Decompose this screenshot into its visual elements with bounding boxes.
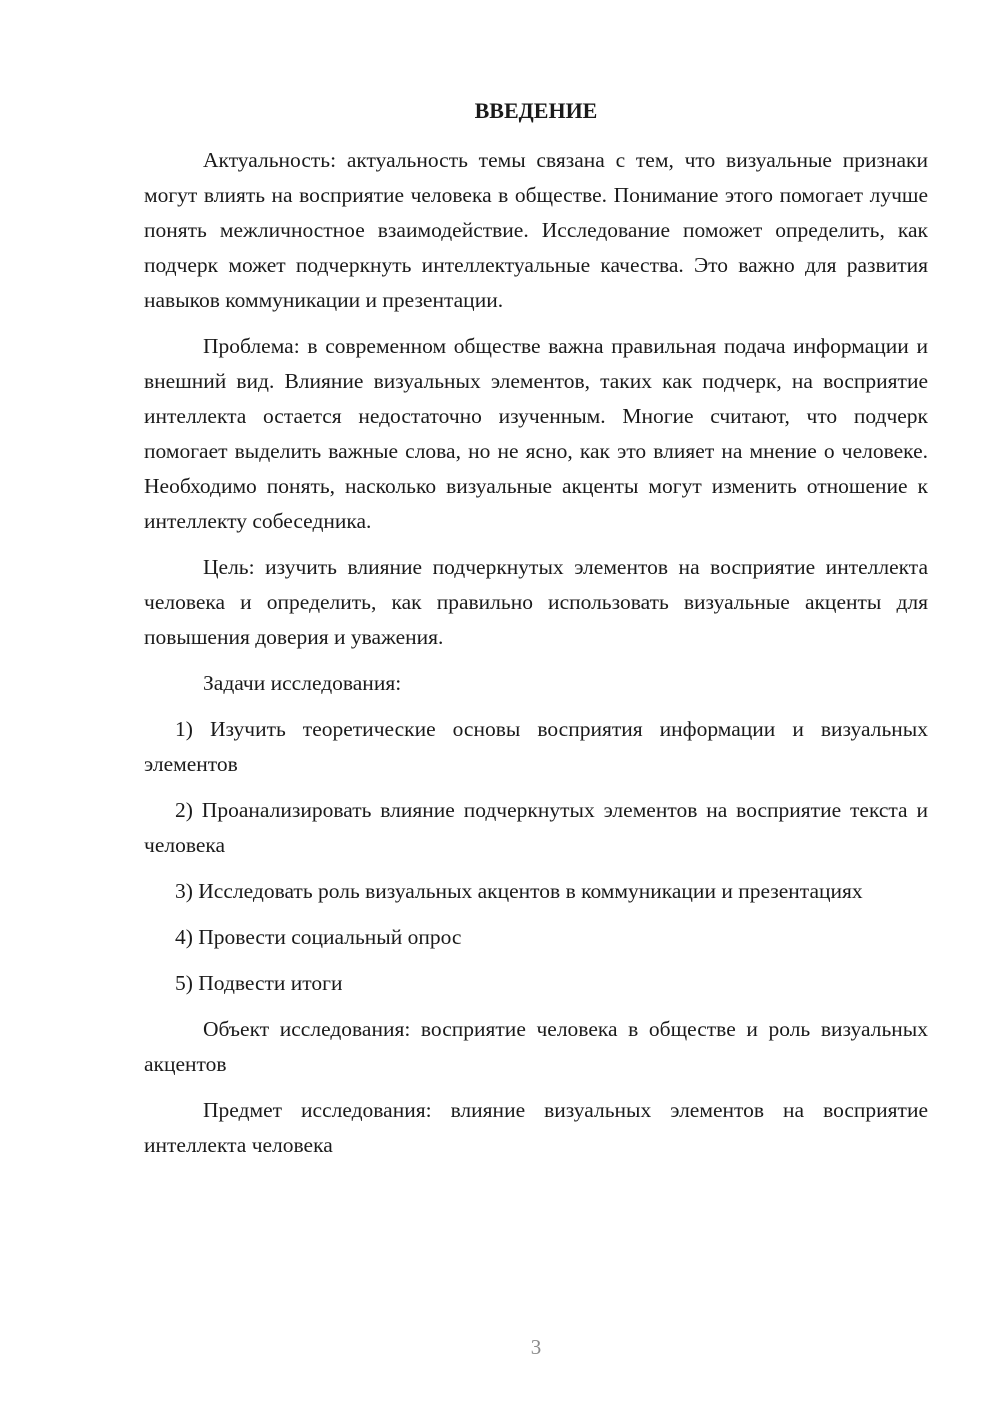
paragraph-goal: Цель: изучить влияние подчеркнутых элементов на восприятие интеллекта человека и определить, как правильно использовать визуальные акценты для повышения доверия и уважения. (144, 555, 928, 649)
paragraph-relevance: Актуальность: актуальность темы связана с тем, что визуальные признаки могут влиять на восприятие человека в обществе. Понимание этого помогает лучше понять межличностное взаимодействие. Исследование поможет определить, как подчерк может подчеркнуть интеллектуальные качества. Это важно для развития навыков коммуникации и презентации. (144, 148, 928, 312)
section-heading: ВВЕДЕНИЕ (474, 98, 598, 123)
document-body (144, 143, 928, 1174)
paragraph-subject: Предмет исследования: влияние визуальных элементов на восприятие интеллекта человека (144, 1098, 928, 1157)
task-item-5: 5) Подвести итоги (175, 971, 343, 995)
task-item-1: 1) Изучить теоретические основы восприятия информации и визуальных элементов (144, 717, 928, 776)
task-item-3: 3) Исследовать роль визуальных акцентов в коммуникации и презентациях (175, 879, 863, 903)
paragraph-problem: Проблема: в современном обществе важна правильная подача информации и внешний вид. Влияние визуальных элементов, таких как подчерк, на восприятие интеллекта остается недостаточно изученным. Многие считают, что подчерк помогает выделить важные слова, но не ясно, как это влияет на мнение о человеке. Необходимо понять, насколько визуальные акценты могут изменить отношение к интеллекту собеседника. (144, 334, 928, 533)
document-page (144, 0, 928, 1414)
task-item-2: 2) Проанализировать влияние подчеркнутых элементов на восприятие текста и человека (144, 798, 928, 857)
task-item-4: 4) Провести социальный опрос (175, 925, 462, 949)
paragraph-object: Объект исследования: восприятие человека в обществе и роль визуальных акцентов (144, 1017, 928, 1076)
paragraph-tasks-intro: Задачи исследования: (203, 671, 402, 695)
page-number: 3 (530, 1335, 542, 1359)
